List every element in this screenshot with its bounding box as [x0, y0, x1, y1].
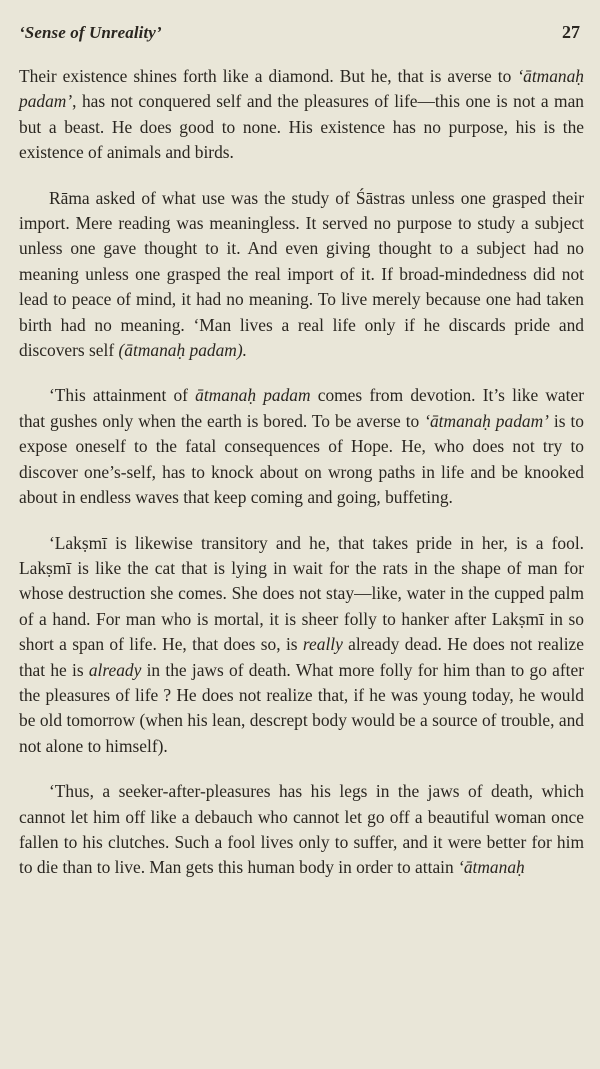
text-span: ‘This attainment of	[49, 385, 196, 406]
text-span: comes from devotion. It’s like water that gushes only when the earth is bored. To be averse to	[19, 385, 584, 431]
italic-span: ‘ātmanaḥ padam’	[19, 66, 584, 112]
text-span: ‘Thus, a seeker-after-pleasures has his legs in the jaws of death, which cannot let him off like a debauch who cannot let go off a beautiful woman once fallen to his clutches. Such a fool lives only to suffer, and it were better for him to die than to live. Man gets this human body in order to attain	[19, 781, 584, 878]
italic-span: (ātmanaḥ padam).	[118, 340, 247, 361]
italic-span: ‘ātmanaḥ	[458, 857, 525, 878]
italic-span: ātmanaḥ padam	[195, 385, 311, 406]
text-span: is to expose oneself to the fatal consequences of Hope. He, who does not try to discover one’s-self, has to knock about on wrong paths in life and be knooked about in endless waves that keep coming and going, buffeting.	[19, 410, 584, 508]
italic-span: really	[302, 634, 343, 655]
page-number: 27	[562, 22, 580, 42]
body-text	[19, 64, 584, 881]
italic-span: ‘ātmanaḥ padam’	[424, 410, 549, 431]
paragraph	[19, 64, 584, 166]
page-header	[19, 22, 584, 56]
text-span: , has not conquered self and the pleasures of life—this one is not a man but a beast. He does good to none. His existence has no purpose, his is the existence of animals and birds.	[19, 91, 584, 163]
text-span: Their existence shines forth like a diamond. But he, that is averse to	[19, 66, 518, 86]
paragraph	[19, 531, 584, 760]
text-span: Rāma asked of what use was the study of Śāstras unless one grasped their import. Mere reading was meaningless. It served no purpose to study a subject unless one gave thought to it. And even giving thought to a subject had no meaning unless one grasped the real import of it. If broad-mindedness did not lead to peace of mind, it had no meaning. To live merely because one had taken birth had no meaning. ‘Man lives a real life only if he discards pride and discovers self	[19, 187, 584, 361]
text-span: in the jaws of death. What more folly for him than to go after the pleasures of life ? He does not realize that, if he was young today, he would be old tomorrow (when his lean, descrept body would be a source of trouble, and not alone to himself).	[19, 659, 584, 756]
running-head: ‘Sense of Unreality’	[19, 23, 162, 42]
text-span: ‘Lakṣmī is likewise transitory and he, that takes pride in her, is a fool. Lakṣmī is like the cat that is lying in wait for the rats in the shape of man for whose destruction she comes. She does not stay—like, water in the cupped palm of a hand. For man who is mortal, it is sheer folly to hanker after Lakṣmī in so short a span of life. He, that does so, is	[19, 532, 584, 655]
paragraph	[19, 779, 584, 881]
paragraph	[19, 186, 584, 364]
paragraph	[19, 383, 584, 510]
text-span: already dead. He does not realize that he is	[19, 634, 584, 680]
italic-span: already	[88, 659, 142, 680]
